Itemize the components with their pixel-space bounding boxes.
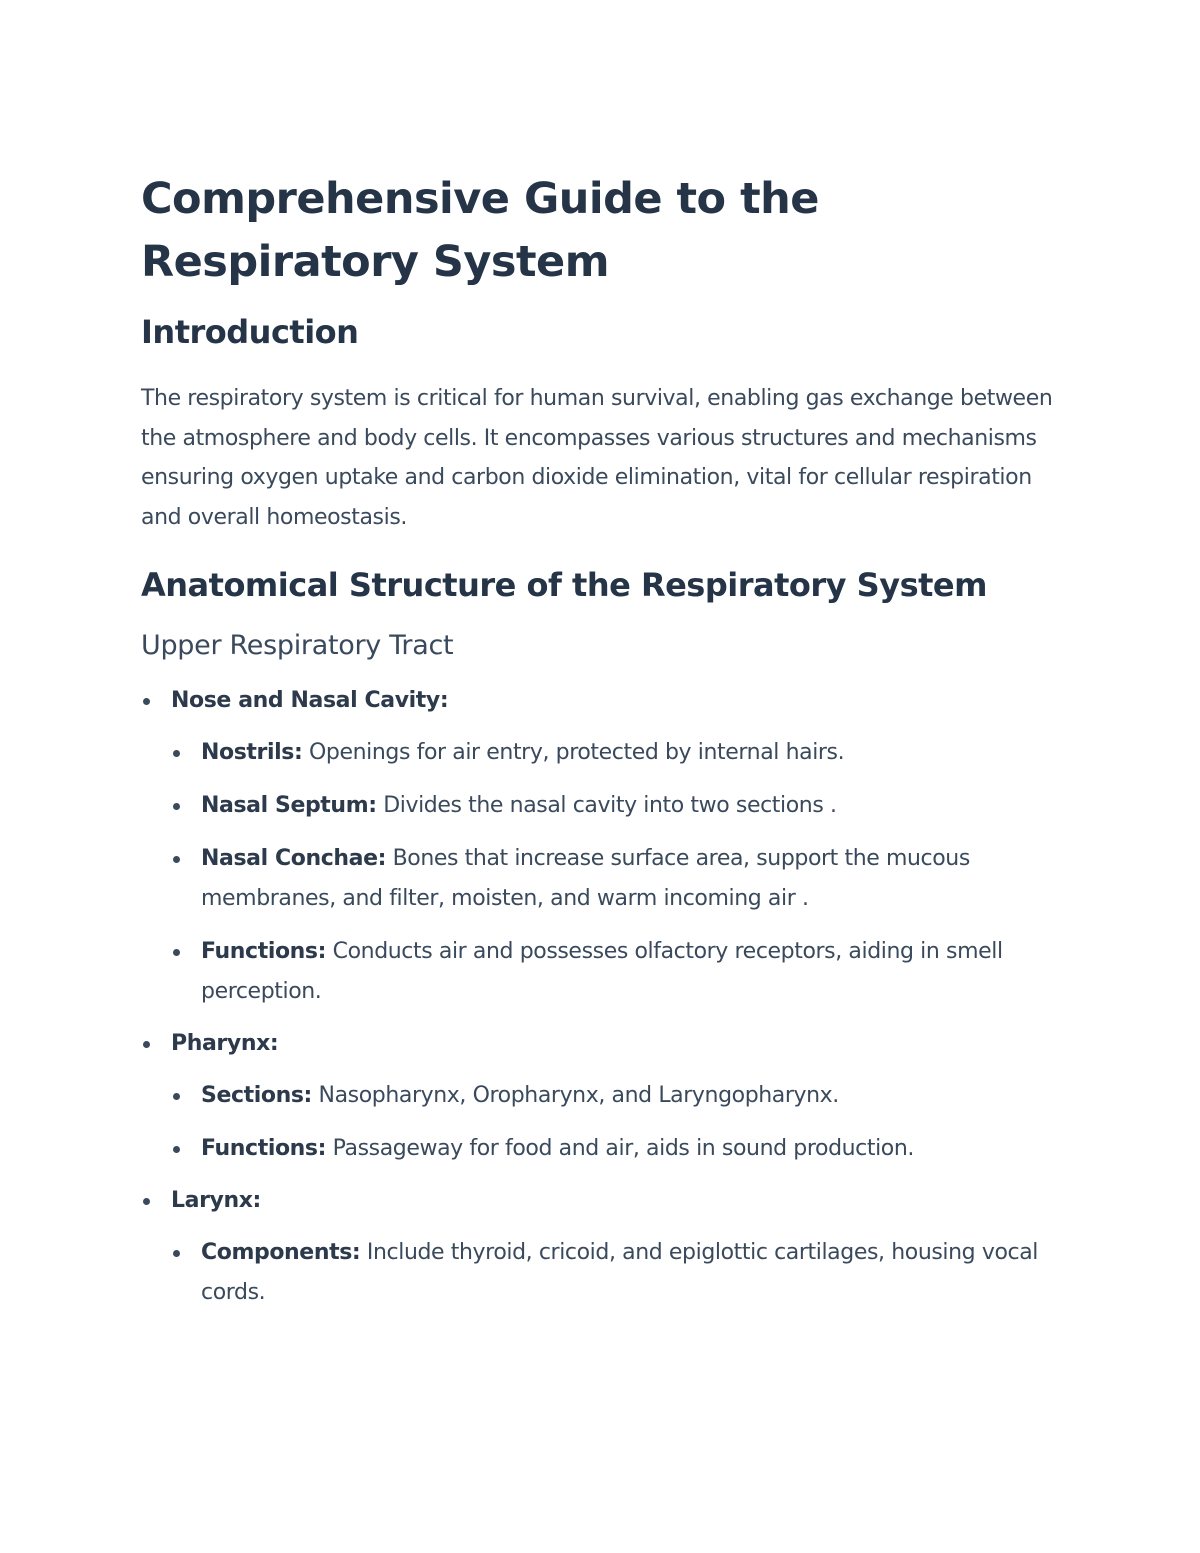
- introduction-paragraph: The respiratory system is critical for human survival, enabling gas exchange between the atmosphere and body cells. It encompasses various structures and mechanisms ensuring oxygen uptake and carbon dioxide elimination, vital for cellular respiration and overall homeostasis.: [141, 386, 1053, 530]
- item-term: Nasal Conchae:: [201, 846, 386, 871]
- item-text: Nasopharynx, Oropharynx, and Laryngopharynx.: [311, 1083, 839, 1108]
- item-text: Divides the nasal cavity into two sections .: [376, 793, 837, 818]
- item-term: Functions:: [201, 939, 327, 964]
- section-label: Larynx:: [171, 1188, 261, 1213]
- list-item: [171, 786, 1061, 826]
- list-item: [171, 932, 1061, 1012]
- item-text: Bones that increase surface area, support the mucous membranes, and filter, moisten, and warm incoming air .: [201, 846, 970, 911]
- item-text: Passageway for food and air, aids in sound production.: [326, 1136, 915, 1161]
- bullet-icon: [173, 856, 180, 863]
- introduction-heading: Introduction: [141, 313, 359, 351]
- list-item: [171, 839, 1061, 919]
- bullet-icon: [173, 1146, 180, 1153]
- item-text: Openings for air entry, protected by internal hairs.: [302, 740, 845, 765]
- anatomy-heading: Anatomical Structure of the Respiratory System: [141, 566, 987, 604]
- bullet-icon: [173, 949, 180, 956]
- item-term: Nostrils:: [201, 740, 303, 765]
- document-page: [141, 168, 1061, 1313]
- list-item-pharynx: [141, 1024, 1061, 1169]
- bullet-icon: [143, 1198, 150, 1205]
- item-text: Conducts air and possesses olfactory receptors, aiding in smell perception.: [201, 939, 1003, 1004]
- item-term: Components:: [201, 1240, 361, 1265]
- list-item: [171, 1233, 1061, 1313]
- list-item: [171, 1129, 1061, 1169]
- bullet-icon: [173, 803, 180, 810]
- item-text: Include thyroid, cricoid, and epiglottic cartilages, housing vocal cords.: [201, 1240, 1039, 1305]
- upper-tract-list: [141, 681, 1061, 1313]
- upper-tract-heading: Upper Respiratory Tract: [141, 630, 454, 661]
- document-title: Comprehensive Guide to the Respiratory System: [141, 174, 819, 287]
- bullet-icon: [173, 1250, 180, 1257]
- list-item: [171, 733, 1061, 773]
- bullet-icon: [173, 750, 180, 757]
- section-label: Pharynx:: [171, 1031, 279, 1056]
- bullet-icon: [143, 1041, 150, 1048]
- section-label: Nose and Nasal Cavity:: [171, 688, 449, 713]
- bullet-icon: [173, 1093, 180, 1100]
- item-term: Nasal Septum:: [201, 793, 377, 818]
- list-item-nose: [141, 681, 1061, 1012]
- pharynx-sublist: [171, 1076, 1061, 1169]
- nose-sublist: [171, 733, 1061, 1012]
- list-item-larynx: [141, 1181, 1061, 1313]
- item-term: Functions:: [201, 1136, 327, 1161]
- larynx-sublist: [171, 1233, 1061, 1313]
- item-term: Sections:: [201, 1083, 312, 1108]
- bullet-icon: [143, 698, 150, 705]
- list-item: [171, 1076, 1061, 1116]
